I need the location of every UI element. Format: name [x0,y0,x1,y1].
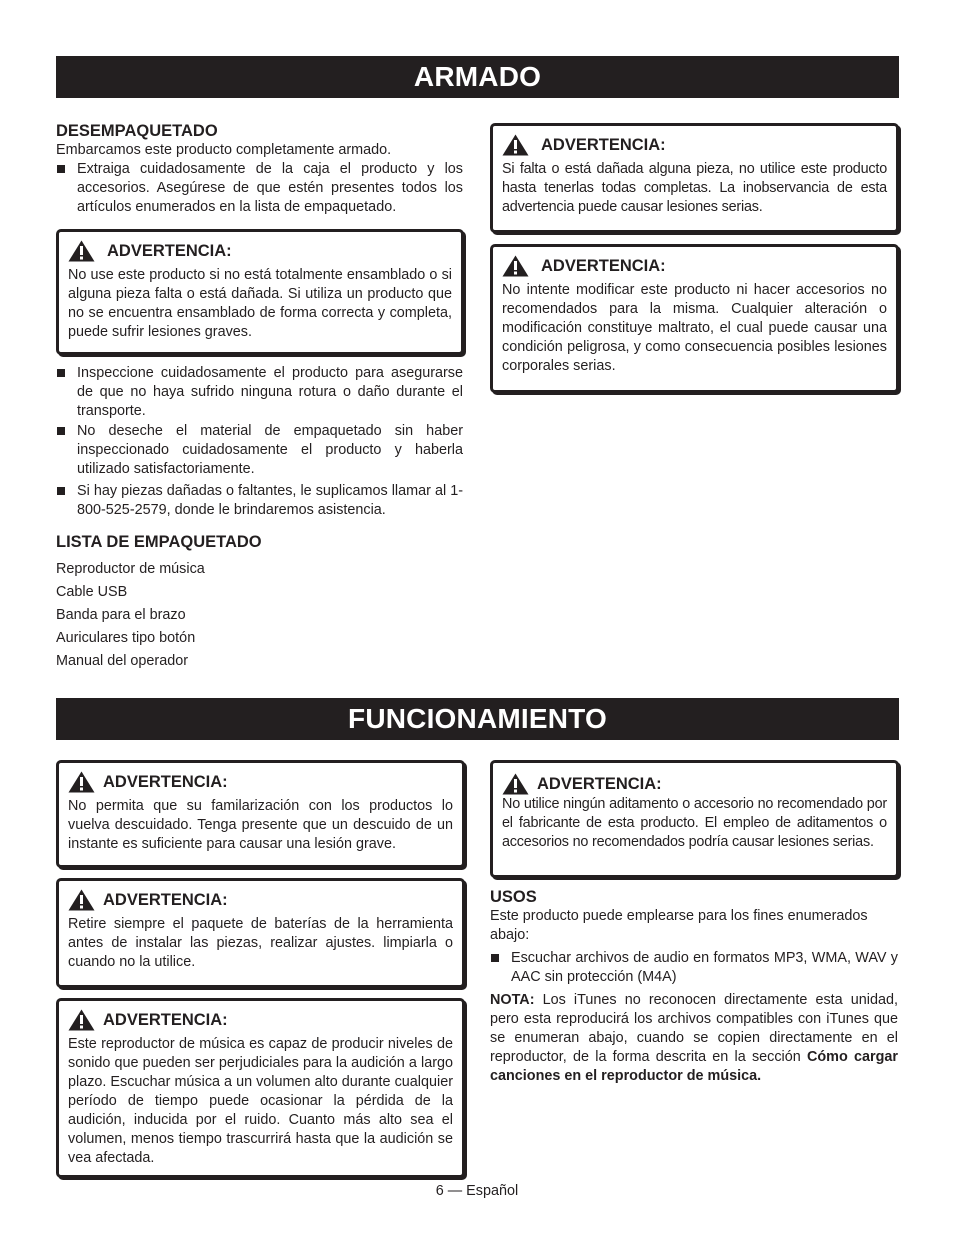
warning-text: No intente modificar este producto ni hacer accesorios no recomendados para la misma. Cualquier alteración o modificación constituye maltrato, el cual puede causar una condición peligrosa, y como consecuencia posibles lesiones corporales serias. [502,282,887,374]
warning-title: ADVERTENCIA: [502,773,887,795]
list-item: Cable USB [56,584,128,600]
warning-box [490,244,899,393]
usos-section [490,887,898,1086]
square-bullet-icon [491,954,499,962]
list-item: Escuchar archivos de audio en formatos MP3, WMA, WAV y AAC sin protección (M4A) [490,949,898,987]
warning-triangle-icon [68,889,95,911]
warning-triangle-icon [502,773,529,795]
section-title: ARMADO [413,61,542,92]
intro-text: Embarcamos este producto completamente armado. [56,142,392,158]
intro-text: Este producto puede emplearse para los fines enumerados abajo: [490,908,868,943]
list-item: Extraiga cuidadosamente de la caja el producto y los accesorios. Asegúrese de que estén presentes todos los artículos enumerados en la lista de empaquetado. [56,160,463,217]
section-heading: DESEMPAQUETADO [56,122,218,140]
warning-text: Este reproductor de música es capaz de producir niveles de sonido que pueden ser perjudiciales para la audición a largo plazo. Escuchar música a un volumen alto durante cualquier período de tiempo puede ocasionar la pérdida de la audición, inducida por el ruido. Cuanto más alto sea el volumen, menos tiempo trascurrirá hasta que la audición se vea afectada. [68,1036,453,1166]
warning-title: ADVERTENCIA: [68,771,453,793]
warning-box [56,229,464,355]
warning-triangle-icon [68,1009,95,1031]
warning-box [490,760,899,878]
warning-text: No permita que su familarización con los productos lo vuelva descuidado. Tenga presente que un descuido de un instante es suficiente para causar una lesión grave. [68,798,453,852]
warning-text: No use este producto si no está totalmente ensamblado o si alguna pieza falta o está dañada. Si utiliza un producto que no se encuentra ensamblado de forma correcta y completa, puede sufrir lesiones graves. [68,267,452,340]
warning-text: Retire siempre el paquete de baterías de la herramienta antes de instalar las piezas, realizar ajustes. limpiarla o cuando no la utilice. [68,916,453,970]
desempaquetado-section [56,121,463,217]
page-footer: 6 — Español [435,1183,519,1199]
bullet-list [490,949,898,987]
section-banner-funcionamiento [56,698,899,740]
square-bullet-icon [57,369,65,377]
list-item: Si hay piezas dañadas o faltantes, le suplicamos llamar al 1-800-525-2579, donde le brindaremos asistencia. [56,482,463,520]
warning-title: ADVERTENCIA: [68,1009,453,1031]
square-bullet-icon [57,487,65,495]
list-item: Auriculares tipo botón [56,630,196,646]
warning-text: No utilice ningún aditamento o accesorio no recomendado por el fabricante de esta producto. El empleo de aditamentos o accesorios no recomendados podría causar lesiones serias. [502,796,887,850]
note-label: NOTA: [490,992,535,1008]
warning-box [56,998,465,1178]
note-bold-reference: Cómo cargar canciones en el reproductor de música. [490,1049,898,1084]
note-text: Los iTunes no reconocen directamente esta unidad, pero esta reproducirá los archivos compatibles con iTunes que se enumeran abajo, cuando se copien directamente en el reproductor, de la forma descrita en la sección [490,992,898,1065]
list-item: Inspeccione cuidadosamente el producto para asegurarse de que no haya sufrido ninguna rotura o daño durante el transporte. [56,364,463,421]
section-heading: LISTA DE EMPAQUETADO [56,533,262,551]
warning-box [490,123,899,233]
note-paragraph [490,991,898,1086]
section-heading: USOS [490,888,537,906]
list-item: Manual del operador [56,653,189,669]
desempaquetado-bullets [56,364,463,520]
warning-box [56,878,465,988]
warning-triangle-icon [502,134,529,156]
lista-empaquetado-section [56,532,463,673]
square-bullet-icon [57,427,65,435]
warning-title: ADVERTENCIA: [502,255,887,277]
warning-text: Si falta o está dañada alguna pieza, no utilice este producto hasta tenerlas todas completas. La inobservancia de esta advertencia puede causar lesiones serias. [502,161,887,215]
list-item: Reproductor de música [56,561,205,577]
packing-list [56,558,463,673]
section-title: FUNCIONAMIENTO [348,703,607,734]
warning-triangle-icon [68,240,95,262]
warning-box [56,760,465,868]
section-banner-armado [56,56,899,98]
warning-title: ADVERTENCIA: [68,889,453,911]
bullet-list [56,160,463,217]
warning-title: ADVERTENCIA: [502,134,887,156]
list-item: Banda para el brazo [56,607,186,623]
warning-title: ADVERTENCIA: [68,240,452,262]
bullet-list [56,364,463,520]
square-bullet-icon [57,165,65,173]
warning-triangle-icon [68,771,95,793]
list-item: No deseche el material de empaquetado sin haber inspeccionado cuidadosamente el producto y haberla utilizado satisfactoriamente. [56,422,463,479]
warning-triangle-icon [502,255,529,277]
